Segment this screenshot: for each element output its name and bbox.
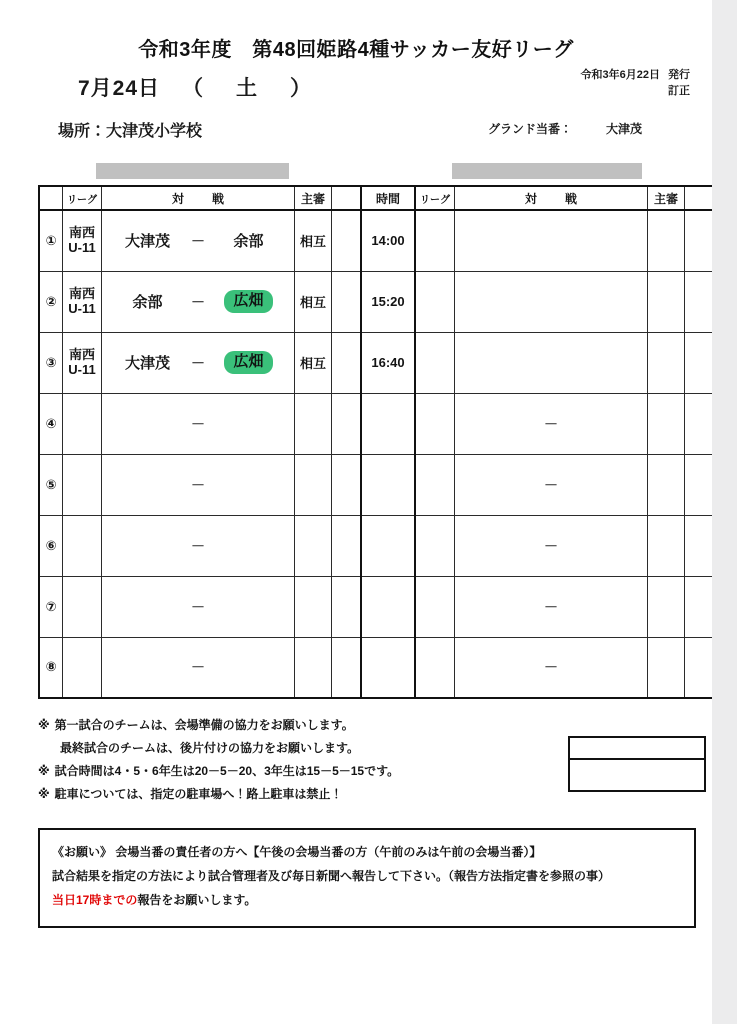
table-row	[39, 515, 714, 576]
time-cell[interactable]: 16:40	[361, 332, 415, 393]
table-row	[39, 576, 714, 637]
referee-cell-right[interactable]	[648, 637, 685, 698]
league-cell-right[interactable]	[415, 271, 455, 332]
blank-cell-left[interactable]	[332, 332, 362, 393]
table-row	[39, 454, 714, 515]
league-cell-right[interactable]	[415, 454, 455, 515]
issue-label: 発行	[668, 69, 690, 81]
blank-cell-right[interactable]	[685, 454, 715, 515]
signature-box-row-2[interactable]	[570, 758, 704, 790]
referee-cell-right[interactable]	[648, 576, 685, 637]
league-age-group: U-11	[68, 300, 96, 316]
home-team: 大津茂	[124, 233, 170, 251]
referee-cell-right[interactable]	[648, 332, 685, 393]
referee-cell-left[interactable]: 相互	[295, 210, 332, 271]
table-row	[39, 271, 714, 332]
match-cell-right[interactable]	[455, 393, 648, 454]
time-cell[interactable]: 15:20	[361, 271, 415, 332]
match-cell-left[interactable]	[102, 637, 295, 698]
issue-info	[581, 68, 690, 100]
col-head-match-right: 対 戦	[455, 186, 648, 210]
blank-cell-left[interactable]	[332, 576, 362, 637]
blank-cell-right[interactable]	[685, 332, 715, 393]
league-cell-right[interactable]	[415, 637, 455, 698]
referee-cell-left[interactable]: 相互	[295, 332, 332, 393]
match-cell-right[interactable]	[455, 576, 648, 637]
league-name: 南西	[68, 224, 95, 240]
note-bullet-icon: ※	[38, 718, 50, 732]
issue-date: 令和3年6月22日	[580, 69, 660, 81]
col-head-number-left	[39, 186, 63, 210]
time-cell[interactable]	[361, 515, 415, 576]
referee-cell-left[interactable]	[295, 515, 332, 576]
page-title: 令和3年度 第48回姫路4種サッカー友好リーグ	[138, 39, 574, 61]
issue-date-line	[581, 68, 690, 84]
col-head-match-left: 対 戦	[102, 186, 295, 210]
note-text: 第一試合のチームは、会場準備の協力をお願いします。	[54, 718, 354, 732]
notice-line-2: 試合結果を指定の方法により試合管理者及び毎日新聞へ報告して下さい。（報告方法指定書を参照の事）	[52, 869, 611, 883]
home-team: 余部	[132, 294, 163, 311]
note-item	[38, 714, 558, 737]
match-cell-right[interactable]	[455, 637, 648, 698]
match-cell-left[interactable]	[102, 454, 295, 515]
row-number: ①	[39, 210, 63, 271]
note-text: 最終試合のチームは、後片付けの協力をお願いします。	[60, 741, 360, 756]
match-pairing	[102, 230, 294, 251]
time-cell[interactable]	[361, 637, 415, 698]
match-cell-left[interactable]	[102, 576, 295, 637]
league-cell-right[interactable]	[415, 576, 455, 637]
signature-box[interactable]	[568, 736, 706, 792]
match-pairing	[102, 290, 294, 312]
time-cell[interactable]	[361, 393, 415, 454]
versus-dash: －	[191, 415, 205, 432]
match-cell-left[interactable]	[102, 332, 295, 393]
blank-cell-left[interactable]	[332, 515, 362, 576]
ground-duty-name: 大津茂	[606, 122, 643, 136]
referee-cell-left[interactable]	[295, 454, 332, 515]
league-cell-left[interactable]	[63, 454, 102, 515]
notice-line-3	[52, 888, 682, 912]
row-number: ⑦	[39, 576, 63, 637]
revision-label: 訂正	[668, 84, 690, 97]
match-cell-left[interactable]	[102, 271, 295, 332]
league-cell-right[interactable]	[415, 515, 455, 576]
row-number: ⑤	[39, 454, 63, 515]
match-pairing	[102, 351, 294, 373]
col-head-blank-left	[332, 186, 362, 210]
blank-cell-left[interactable]	[332, 454, 362, 515]
blank-cell-left[interactable]	[332, 637, 362, 698]
table-row	[39, 210, 714, 271]
match-cell-right[interactable]	[455, 515, 648, 576]
league-name: 南西	[68, 285, 95, 301]
table-row	[39, 637, 714, 698]
signature-box-row-1[interactable]	[570, 738, 704, 758]
col-head-referee-right: 主審	[648, 186, 685, 210]
notice-line-1: 《お願い》 会場当番の責任者の方へ【午後の会場当番の方（午前のみは午前の会場当番）】	[52, 845, 542, 859]
away-team-badge: 広畑	[224, 351, 272, 373]
row-number: ④	[39, 393, 63, 454]
match-cell-right[interactable]	[455, 271, 648, 332]
referee-cell-left[interactable]: 相互	[295, 271, 332, 332]
blank-cell-left[interactable]	[332, 393, 362, 454]
match-cell-right[interactable]	[455, 210, 648, 271]
blank-cell-right[interactable]	[685, 515, 715, 576]
away-team	[217, 290, 280, 312]
row-number: ⑧	[39, 637, 63, 698]
away-team	[217, 351, 280, 373]
table-row	[39, 393, 714, 454]
versus-dash: －	[191, 354, 205, 371]
col-head-blank-right	[685, 186, 715, 210]
versus-dash: －	[191, 537, 205, 554]
row-number: ⑥	[39, 515, 63, 576]
referee-cell-left[interactable]	[295, 576, 332, 637]
col-head-league-right: リーグ	[415, 186, 455, 210]
note-item	[38, 783, 558, 806]
versus-dash: －	[544, 537, 558, 554]
time-cell[interactable]	[361, 576, 415, 637]
league-cell-left[interactable]	[63, 576, 102, 637]
row-number: ②	[39, 271, 63, 332]
versus-dash: －	[191, 293, 205, 310]
blank-cell-left[interactable]	[332, 210, 362, 271]
match-cell-left[interactable]	[102, 515, 295, 576]
note-text: 試合時間は4・5・6年生は20－5－20、3年生は15－5－15です。	[54, 764, 400, 779]
col-head-time: 時間	[361, 186, 415, 210]
time-cell[interactable]	[361, 454, 415, 515]
notice-deadline-highlight: 当日17時までの	[52, 893, 138, 907]
referee-cell-right[interactable]	[648, 210, 685, 271]
event-weekday: （ 土 ）	[182, 77, 318, 100]
blank-cell-right[interactable]	[685, 393, 715, 454]
row-number: ③	[39, 332, 63, 393]
match-cell-left[interactable]	[102, 210, 295, 271]
versus-dash: －	[191, 598, 205, 615]
venue: 場所：大津茂小学校	[58, 123, 203, 140]
blank-cell-right[interactable]	[685, 210, 715, 271]
referee-cell-left[interactable]	[295, 393, 332, 454]
col-head-league-left: リーグ	[63, 186, 102, 210]
ground-duty-label: グランド当番：	[488, 122, 573, 136]
league-cell-left[interactable]	[63, 332, 102, 393]
fixture-table	[38, 185, 715, 699]
note-text: 駐車については、指定の駐車場へ！路上駐車は禁止！	[54, 787, 343, 802]
league-cell-left[interactable]	[63, 515, 102, 576]
blank-cell-right[interactable]	[685, 271, 715, 332]
league-cell-left[interactable]	[63, 393, 102, 454]
referee-cell-right[interactable]	[648, 515, 685, 576]
versus-dash: －	[191, 476, 205, 493]
page-edge-strip	[712, 0, 737, 1024]
notes-list	[38, 714, 558, 806]
away-team: 余部	[233, 233, 264, 251]
league-cell-right[interactable]	[415, 210, 455, 271]
league-age-group: U-11	[68, 361, 96, 377]
versus-dash: －	[544, 476, 558, 493]
referee-cell-right[interactable]	[648, 271, 685, 332]
versus-dash: －	[544, 598, 558, 615]
note-bullet-icon: ※	[38, 787, 50, 802]
gray-bar-right	[452, 163, 642, 179]
notice-deadline-rest: 報告をお願いします。	[137, 893, 257, 907]
col-head-referee-left: 主審	[295, 186, 332, 210]
referee-cell-right[interactable]	[648, 393, 685, 454]
blank-cell-left[interactable]	[332, 271, 362, 332]
referee-cell-right[interactable]	[648, 454, 685, 515]
home-team: 大津茂	[124, 355, 170, 372]
league-cell-left[interactable]	[63, 271, 102, 332]
time-cell[interactable]: 14:00	[361, 210, 415, 271]
gray-bar-left	[96, 163, 289, 179]
league-name: 南西	[68, 346, 95, 362]
league-cell-left[interactable]	[63, 210, 102, 271]
match-cell-left[interactable]	[102, 393, 295, 454]
versus-dash: －	[191, 232, 205, 249]
versus-dash: －	[544, 415, 558, 432]
league-age-group: U-11	[68, 239, 96, 255]
away-team-badge: 広畑	[224, 290, 272, 312]
note-bullet-icon: ※	[38, 764, 50, 779]
table-header-row	[39, 186, 714, 210]
event-date-value: 7月24日	[78, 77, 161, 100]
revision-line	[581, 84, 690, 100]
league-cell-left[interactable]	[63, 637, 102, 698]
blank-cell-right[interactable]	[685, 576, 715, 637]
league-cell-right[interactable]	[415, 393, 455, 454]
table-body	[39, 210, 714, 698]
table-row	[39, 332, 714, 393]
table-header	[39, 186, 714, 210]
notice-box	[38, 828, 696, 928]
versus-dash: －	[191, 659, 205, 676]
note-item	[38, 760, 558, 783]
match-cell-right[interactable]	[455, 454, 648, 515]
blank-cell-right[interactable]	[685, 637, 715, 698]
ground-duty	[488, 120, 642, 137]
match-cell-right[interactable]	[455, 332, 648, 393]
league-cell-right[interactable]	[415, 332, 455, 393]
note-item	[38, 737, 558, 760]
versus-dash: －	[544, 659, 558, 676]
referee-cell-left[interactable]	[295, 637, 332, 698]
event-date	[78, 72, 317, 102]
